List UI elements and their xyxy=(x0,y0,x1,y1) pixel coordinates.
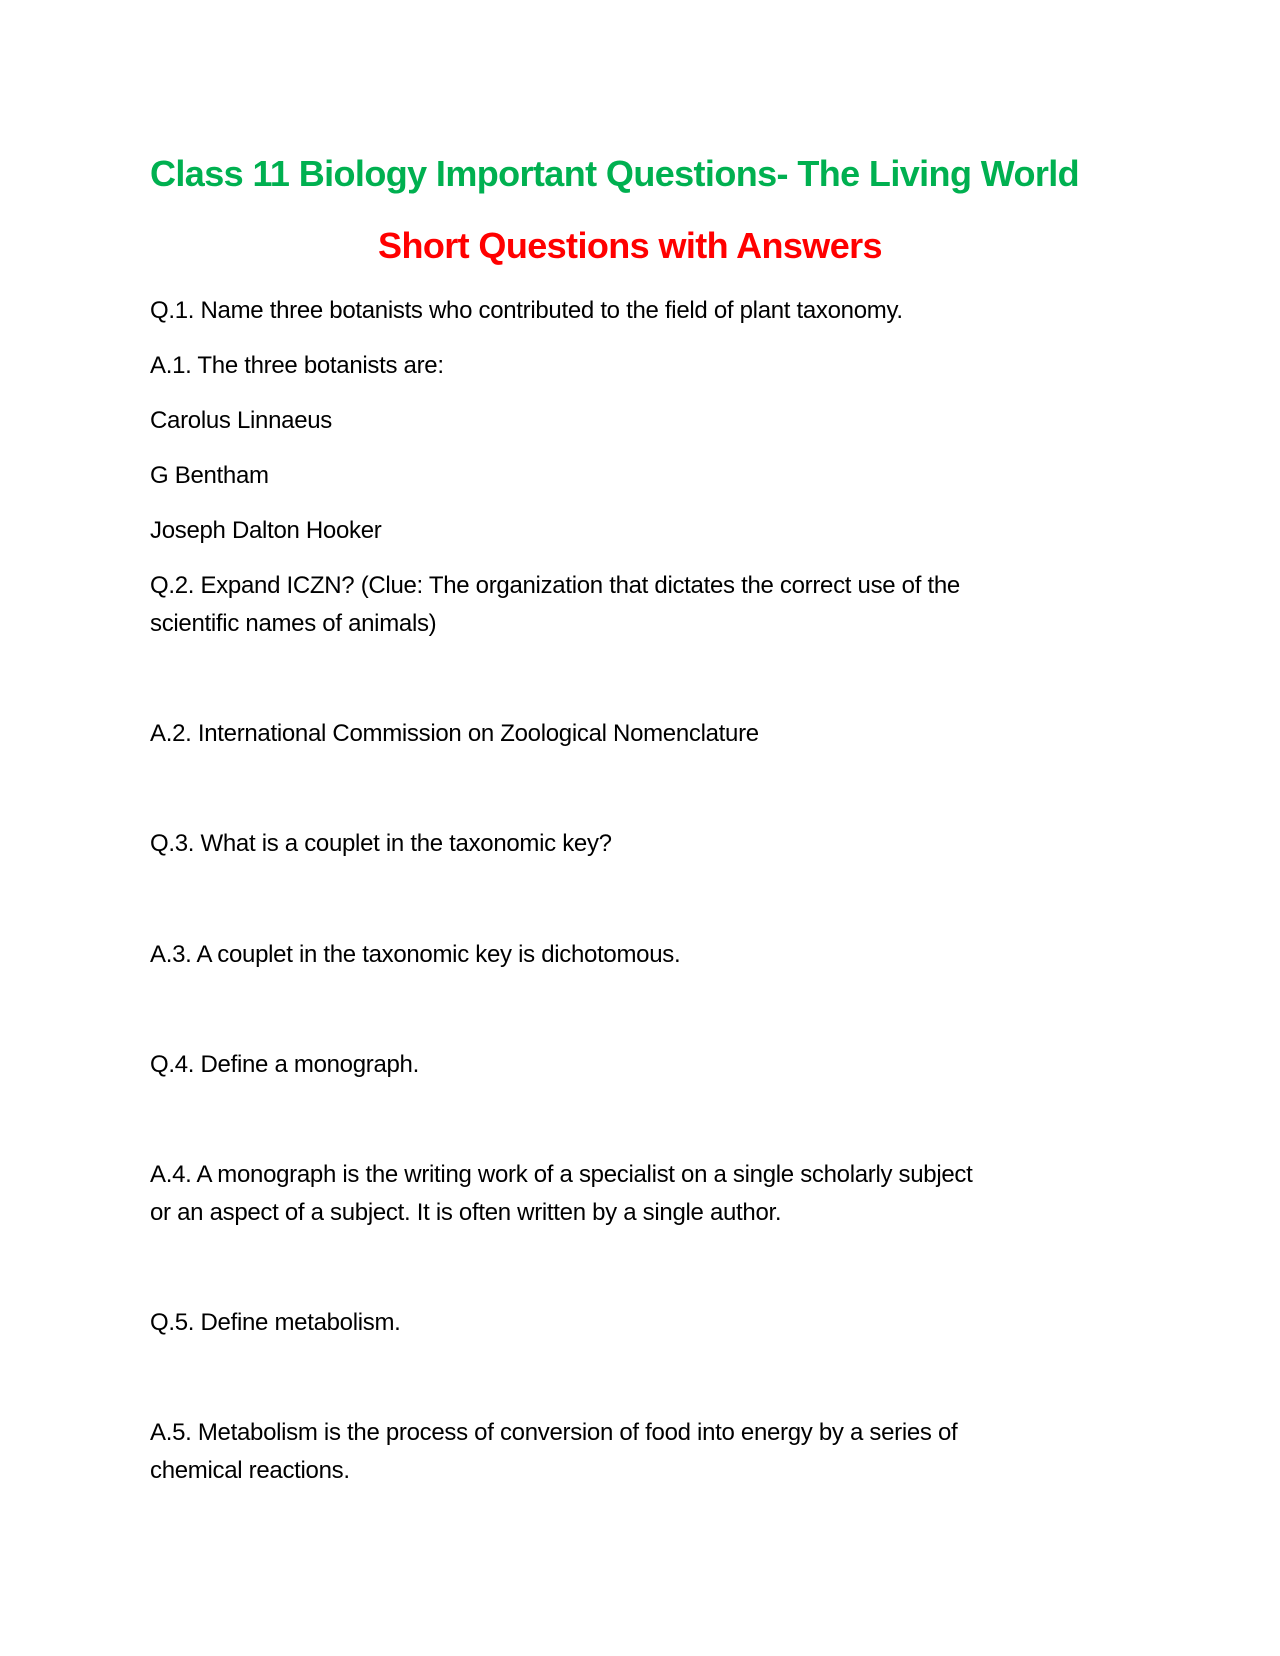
answer-4-line-1: A.4. A monograph is the writing work of a specialist on a single scholarly subject xyxy=(150,1161,973,1188)
answer-4-line-2: or an aspect of a subject. It is often written by a single author. xyxy=(150,1199,782,1226)
page-title: Class 11 Biology Important Questions- The Living World xyxy=(150,153,1080,194)
question-3: Q.3. What is a couplet in the taxonomic key? xyxy=(150,830,612,857)
answer-1-item-1: Carolus Linnaeus xyxy=(150,407,332,434)
question-1: Q.1. Name three botanists who contributed to the field of plant taxonomy. xyxy=(150,297,903,324)
answer-5-line-1: A.5. Metabolism is the process of conversion of food into energy by a series of xyxy=(150,1419,958,1446)
question-5: Q.5. Define metabolism. xyxy=(150,1309,401,1336)
page-subtitle: Short Questions with Answers xyxy=(378,225,882,266)
answer-1-item-2: G Bentham xyxy=(150,462,269,489)
question-4: Q.4. Define a monograph. xyxy=(150,1051,419,1078)
answer-2: A.2. International Commission on Zoological Nomenclature xyxy=(150,720,759,747)
question-2-line-1: Q.2. Expand ICZN? (Clue: The organization that dictates the correct use of the xyxy=(150,572,960,599)
answer-1: A.1. The three botanists are: xyxy=(150,352,444,379)
answer-5-line-2: chemical reactions. xyxy=(150,1457,350,1484)
answer-1-item-3: Joseph Dalton Hooker xyxy=(150,517,382,544)
answer-3: A.3. A couplet in the taxonomic key is dichotomous. xyxy=(150,941,681,968)
question-2-line-2: scientific names of animals) xyxy=(150,610,437,637)
